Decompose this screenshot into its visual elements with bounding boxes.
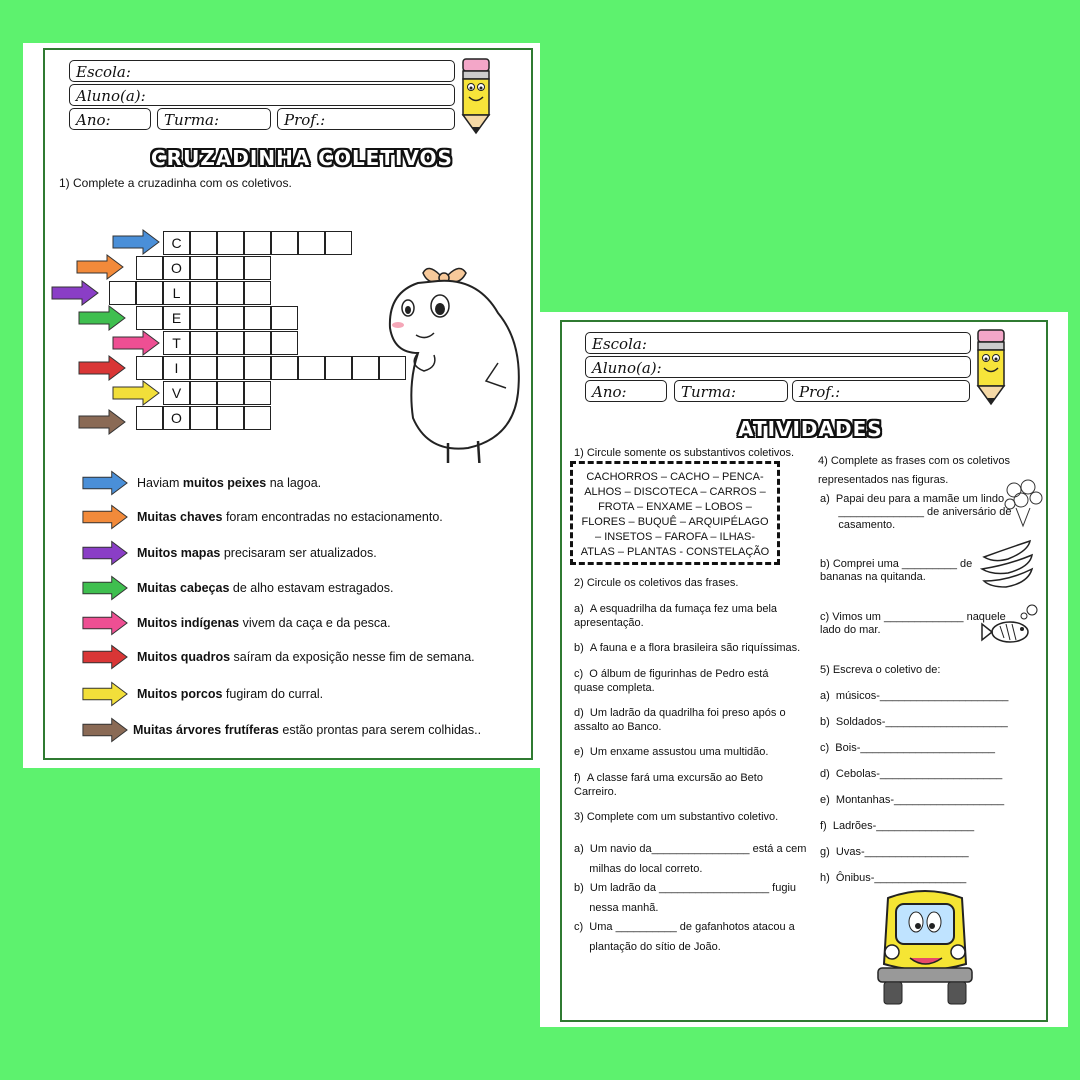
fish-school-icon	[980, 604, 1040, 654]
crossword-cell[interactable]	[190, 381, 217, 405]
crossword-cell[interactable]	[244, 381, 271, 405]
crossword-cell[interactable]	[136, 256, 163, 280]
school-label: Escola:	[592, 335, 647, 353]
q5-item: f) Ladrões-________________	[820, 820, 975, 832]
crossword-cell[interactable]: C	[163, 231, 190, 255]
teacher-field[interactable]	[792, 380, 970, 402]
instruction-text: 1) Complete a cruzadinha com os coletivos.	[59, 176, 292, 190]
school-field[interactable]	[69, 60, 455, 82]
arrow-yellow-icon	[81, 681, 129, 707]
clue-text: Muitos porcos fugiram do curral.	[137, 687, 324, 701]
q5-item: d) Cebolas-____________________	[820, 768, 1003, 780]
pencil-mascot-icon	[970, 328, 1012, 408]
arrow-red-icon	[77, 355, 127, 381]
crossword-cell[interactable]	[136, 281, 163, 305]
crossword-cell[interactable]	[136, 406, 163, 430]
clue-item	[81, 610, 391, 636]
crossword-cell[interactable]	[244, 281, 271, 305]
class-field[interactable]	[157, 108, 271, 130]
crossword-cell[interactable]	[217, 231, 244, 255]
q5-item: a) músicos-_____________________	[820, 690, 1009, 702]
crossword-cell[interactable]	[190, 281, 217, 305]
q3-item: a) Um navio da________________ está a cem milhas do local correto.	[574, 843, 807, 875]
q4-item: a) Papai deu para a mamãe um lindo ______________ de aniversário de casamento.	[820, 493, 1012, 531]
q5-item: g) Uvas-_________________	[820, 846, 969, 858]
crossword-cell[interactable]: V	[163, 381, 190, 405]
cartoon-bus-icon	[870, 884, 980, 1014]
crossword-cell[interactable]	[217, 306, 244, 330]
question-2: 2) Circule os coletivos das frases.	[574, 577, 739, 589]
clue-text: Muitas cabeças de alho estavam estragados.	[137, 581, 394, 595]
arrow-green-icon	[81, 575, 129, 601]
page-title: CRUZADINHA COLETIVOS	[151, 146, 453, 170]
arrow-pink-icon	[111, 330, 161, 356]
clue-item	[81, 575, 393, 601]
clue-text: Muitas chaves foram encontradas no estacionamento.	[137, 510, 443, 524]
q5-item: c) Bois-______________________	[820, 742, 995, 754]
crossword-cell[interactable]	[190, 331, 217, 355]
crossword-cell[interactable]	[244, 256, 271, 280]
school-field[interactable]	[585, 332, 971, 354]
crossword-cell[interactable]	[244, 306, 271, 330]
crossword-cell[interactable]	[217, 331, 244, 355]
question-1: 1) Circule somente os substantivos coletivos.	[574, 447, 795, 459]
arrow-red-icon	[81, 644, 129, 670]
question-5: 5) Escreva o coletivo de:	[820, 664, 941, 676]
crossword-cell[interactable]	[190, 356, 217, 380]
q4-item: b) Comprei uma _________ de bananas na quitanda.	[820, 558, 973, 583]
crossword-cell[interactable]: I	[163, 356, 190, 380]
year-field[interactable]	[69, 108, 151, 130]
word-line: ALHOS – DISCOTECA – CARROS –	[584, 486, 766, 498]
question-4: 4) Complete as frases com os coletivos representados nas figuras.	[818, 455, 1010, 486]
clue-text: Muitos quadros saíram da exposição nesse fim de semana.	[137, 650, 475, 664]
crossword-cell[interactable]	[244, 356, 271, 380]
q4-item: c) Vimos um _____________ naquele lado do mar.	[820, 611, 1006, 636]
clue-item	[81, 540, 377, 566]
worksheet-crossword	[23, 43, 540, 768]
q2-item: c) O álbum de figurinhas de Pedro está quase completa.	[574, 668, 769, 694]
clue-item	[81, 681, 323, 707]
question-3: 3) Complete com um substantivo coletivo.	[574, 811, 779, 823]
arrow-pink-icon	[81, 610, 129, 636]
crossword-cell[interactable]	[190, 231, 217, 255]
crossword-cell[interactable]	[217, 356, 244, 380]
clue-item	[81, 504, 443, 530]
clue-text: Muitos mapas precisaram ser atualizados.	[137, 546, 377, 560]
teacher-label: Prof.:	[284, 111, 326, 129]
arrow-purple-icon	[81, 540, 129, 566]
q2-item: a) A esquadrilha da fumaça fez uma bela apresentação.	[574, 603, 778, 629]
arrow-yellow-icon	[111, 380, 161, 406]
clue-item	[81, 644, 475, 670]
student-field[interactable]	[69, 84, 455, 106]
collective-word-box	[570, 461, 780, 565]
crossword-cell[interactable]	[244, 406, 271, 430]
crossword-cell[interactable]	[271, 331, 298, 355]
crossword-cell[interactable]: L	[163, 281, 190, 305]
crossword-cell[interactable]	[217, 256, 244, 280]
q2-item: e) Um enxame assustou uma multidão.	[574, 746, 769, 758]
crossword-cell[interactable]	[271, 231, 298, 255]
crossword-cell[interactable]	[298, 356, 325, 380]
crossword-cell[interactable]	[190, 306, 217, 330]
crossword-cell[interactable]	[271, 356, 298, 380]
q3-item: b) Um ladrão da __________________ fugiu nessa manhã.	[574, 882, 797, 914]
word-line: FLORES – BUQUÊ – ARQUIPÉLAGO	[581, 516, 769, 528]
crossword-cell[interactable]: O	[163, 406, 190, 430]
class-label: Turma:	[681, 383, 737, 401]
crossword-cell[interactable]	[136, 356, 163, 380]
class-label: Turma:	[164, 111, 220, 129]
crossword-cell[interactable]	[109, 281, 136, 305]
crossword-cell[interactable]	[271, 306, 298, 330]
clue-item	[81, 717, 481, 743]
flower-bouquet-icon	[1002, 478, 1044, 528]
crossword-cell[interactable]	[217, 406, 244, 430]
word-line: FROTA – ENXAME – LOBOS –	[598, 501, 752, 513]
student-field[interactable]	[585, 356, 971, 378]
q5-item: e) Montanhas-__________________	[820, 794, 1005, 806]
crossword-cell[interactable]	[244, 231, 271, 255]
arrow-orange-icon	[81, 504, 129, 530]
clue-item	[81, 470, 321, 496]
q2-item: d) Um ladrão da quadrilha foi preso após o assalto ao Banco.	[574, 707, 786, 733]
teacher-field[interactable]	[277, 108, 455, 130]
q3-item: c) Uma __________ de gafanhotos atacou a plantação do sítio de João.	[574, 921, 795, 953]
crossword-cell[interactable]	[190, 406, 217, 430]
arrow-brown-icon	[77, 409, 127, 435]
arrow-orange-icon	[75, 254, 125, 280]
word-line: – INSETOS – FAROFA – ILHAS-	[595, 531, 755, 543]
pencil-mascot-icon	[455, 57, 497, 137]
student-label: Aluno(a):	[592, 359, 662, 377]
q2-item: b) A fauna e a flora brasileira são riquíssimas.	[574, 642, 801, 654]
teacher-label: Prof.:	[799, 383, 841, 401]
word-line: ATLAS – PLANTAS - CONSTELAÇÃO	[580, 546, 770, 558]
clue-text: Muitas árvores frutíferas estão prontas para serem colhidas..	[133, 723, 482, 737]
arrow-green-icon	[77, 305, 127, 331]
crossword-cell[interactable]	[217, 381, 244, 405]
crossword-cell[interactable]: O	[163, 256, 190, 280]
bananas-icon	[978, 537, 1036, 593]
crossword-cell[interactable]	[217, 281, 244, 305]
cartoon-blob-character-icon	[378, 253, 528, 463]
crossword-cell[interactable]	[325, 231, 352, 255]
crossword-cell[interactable]	[244, 331, 271, 355]
word-line: CACHORROS – CACHO – PENCA-	[586, 471, 764, 483]
year-field[interactable]	[585, 380, 667, 402]
page-title: ATIVIDADES	[738, 417, 883, 441]
crossword-cell[interactable]	[352, 356, 379, 380]
crossword-cell[interactable]	[136, 306, 163, 330]
arrow-blue-icon	[111, 229, 161, 255]
crossword-cell[interactable]: T	[163, 331, 190, 355]
class-field[interactable]	[674, 380, 788, 402]
worksheet-activities	[540, 312, 1068, 1027]
crossword-cell[interactable]	[298, 231, 325, 255]
crossword-cell[interactable]: E	[163, 306, 190, 330]
school-label: Escola:	[76, 63, 131, 81]
crossword-cell[interactable]	[325, 356, 352, 380]
q5-item: h) Ônibus-_______________	[820, 872, 967, 884]
arrow-purple-icon	[50, 280, 100, 306]
clue-text: Muitos indígenas vivem da caça e da pesca.	[137, 616, 391, 630]
arrow-brown-icon	[81, 717, 129, 743]
clue-text: Haviam muitos peixes na lagoa.	[137, 476, 322, 490]
crossword-cell[interactable]	[190, 256, 217, 280]
arrow-blue-icon	[81, 470, 129, 496]
q2-item: f) A classe fará uma excursão ao Beto Carreiro.	[574, 772, 763, 798]
year-label: Ano:	[592, 383, 627, 401]
year-label: Ano:	[76, 111, 111, 129]
q5-item: b) Soldados-____________________	[820, 716, 1008, 728]
student-label: Aluno(a):	[76, 87, 146, 105]
